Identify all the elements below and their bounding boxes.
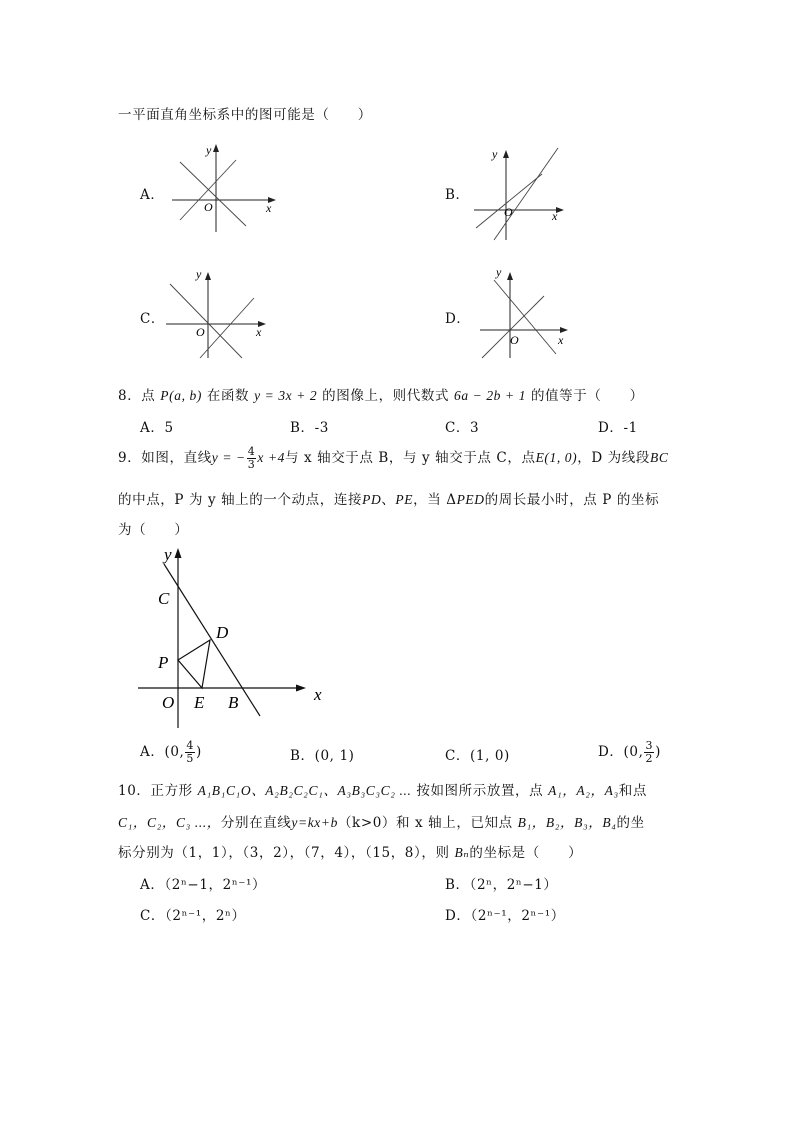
line-2 (476, 174, 542, 228)
q8-function: y = 3x + 2 (254, 388, 318, 403)
q9-line2-suffix: 的周长最小时，点 P 的坐标 (484, 492, 660, 508)
line-1 (494, 148, 558, 240)
y-label: y (496, 265, 502, 279)
q7-option-c-label: C． (140, 311, 166, 327)
q7-option-a-graph (168, 140, 280, 236)
q10-line2 (118, 811, 645, 831)
q8-choice-b: B．-3 (290, 420, 329, 436)
line-1 (494, 280, 556, 354)
q9-bc: BC (649, 450, 669, 465)
q9-figure (130, 540, 340, 735)
q9-frac-den: 3 (247, 458, 256, 471)
q7-option-d-graph (476, 262, 576, 362)
q9-pd: PD (362, 492, 382, 507)
point-p-label: P (158, 653, 169, 672)
y-axis-arrow (507, 272, 513, 280)
q8-expression: 6a − 2b + 1 (453, 388, 527, 403)
origin-label: O (196, 325, 205, 339)
q9-choice-b: B．(0, 1) (290, 748, 355, 764)
q9-choice-a-frac (185, 740, 195, 765)
q10-points-a: A₁，A₂，A₃ (548, 783, 619, 798)
origin-label: O (510, 333, 519, 347)
q10-points-c: C₁，C₂，C₃ ...， (118, 815, 221, 830)
q10-line1-end: 和点 (618, 783, 647, 799)
q9-eq-lhs: y = − (211, 450, 246, 465)
q9-choice-a-num: 4 (186, 739, 195, 752)
q9-choice-a-prefix: A．(0, (140, 744, 185, 760)
q9-choice-d-num: 3 (645, 739, 654, 752)
q10-line1-prefix: 10．正方形 (118, 783, 198, 799)
line-1 (170, 284, 242, 358)
y-label: y (206, 143, 212, 157)
q7-stem: 一平面直角坐标系中的图可能是（ ） (118, 107, 372, 123)
q9-eq-rhs: x +4 (257, 450, 286, 465)
y-axis-arrow (175, 548, 182, 558)
y-axis-arrow (213, 144, 219, 152)
x-axis-arrow (296, 685, 306, 692)
q8-mid: 在函数 (201, 388, 255, 404)
q9-line1-end: ，D 为线段 (577, 450, 650, 466)
q8-mid2: 的图像上，则代数式 (317, 388, 454, 404)
q10-line3-prefix: 标分别为（1，1），（3，2），（7，4），（15，8），则 (118, 845, 455, 861)
q10-points-b: B₁，B₂，B₃，B₄ (517, 815, 617, 830)
q10-choice-a: A．（2ⁿ−1，2ⁿ⁻¹） (140, 877, 267, 893)
q8-choice-d: D．-1 (598, 420, 638, 436)
q9-choice-a-suffix: ) (196, 744, 202, 760)
q7-option-c-graph (162, 264, 274, 364)
origin-label: O (504, 205, 513, 219)
q10-line-eq: y=kx+b (291, 815, 338, 830)
q7-option-a-label: A． (140, 187, 165, 203)
q9-choice-c: C．(1, 0) (445, 748, 510, 764)
x-label: x (314, 685, 322, 704)
q10-line2-mid: 分别在直线 (220, 815, 292, 831)
q9-line2 (118, 488, 659, 508)
q9-pe: PE (395, 492, 414, 507)
x-label: x (552, 209, 558, 223)
q8-prefix: 8．点 (118, 388, 161, 404)
q10-line1-suffix: 按如图所示放置，点 (411, 783, 549, 799)
x-label: x (256, 325, 262, 339)
line-2 (482, 296, 544, 358)
q9-frac-num: 4 (247, 445, 256, 458)
q8-choice-c: C．3 (445, 420, 480, 436)
q8-suffix: 的值等于（ ） (526, 388, 644, 404)
y-label: y (196, 267, 202, 281)
origin-label: O (162, 693, 175, 712)
y-label: y (492, 147, 498, 161)
q10-squares: A₁B₁C₁O、A₂B₂C₂C₁、A₃B₃C₃C₂ ... (197, 783, 412, 798)
point-e-label: E (194, 693, 205, 712)
q8-point: P(a, b) (160, 388, 202, 403)
q10-line3 (118, 841, 582, 861)
q9-line2-prefix: 的中点，P 为 y 轴上的一个动点，连接 (118, 492, 363, 508)
x-label: x (266, 201, 272, 215)
q8-stem (118, 384, 644, 404)
q10-line2-mid2: 和 x 轴上，已知点 (396, 815, 518, 831)
q10-cond: （k>0） (337, 815, 397, 831)
q9-choice-a-den: 5 (186, 752, 195, 765)
q7-option-b-graph (470, 144, 570, 244)
q10-choice-c: C．（2ⁿ⁻¹，2ⁿ） (140, 908, 246, 924)
y-axis-arrow (503, 150, 509, 158)
q10-bn: Bₙ (454, 845, 470, 860)
q9-point-e: E(1, 0) (535, 450, 578, 465)
q8-choice-a: A．5 (140, 420, 174, 436)
q9-choice-d-den: 2 (645, 752, 654, 765)
q7-option-b-label: B． (445, 187, 470, 203)
line-1 (180, 162, 246, 226)
q9-sep: 、 (381, 492, 396, 508)
q9-ped: PED (456, 492, 485, 507)
q9-fraction (247, 446, 257, 471)
q10-choice-d: D．（2ⁿ⁻¹，2ⁿ⁻¹） (445, 908, 565, 924)
q10-line3-suffix: 的坐标是（ ） (469, 845, 583, 861)
q10-line1 (118, 779, 647, 799)
q9-choice-a (140, 740, 202, 765)
q9-line1 (118, 446, 668, 471)
q10-choice-b: B．（2ⁿ，2ⁿ−1） (445, 877, 558, 893)
q9-choice-d (598, 740, 661, 765)
point-d-label: D (216, 623, 229, 642)
triangle-ped (178, 640, 210, 688)
point-c-label: C (158, 589, 170, 608)
point-b-label: B (228, 693, 239, 712)
q9-choice-d-suffix: ) (655, 744, 661, 760)
x-label: x (558, 333, 564, 347)
q9-line1-prefix: 9．如图，直线 (118, 450, 212, 466)
q9-line1-suffix: 与 x 轴交于点 B，与 y 轴交于点 C，点 (285, 450, 536, 466)
q9-choice-d-prefix: D．(0, (598, 744, 644, 760)
q10-line2-end: 的坐 (616, 815, 645, 831)
q9-line2-mid: ，当 Δ (413, 492, 457, 508)
origin-label: O (204, 200, 213, 214)
q7-option-d-label: D． (445, 311, 471, 327)
y-axis-arrow (205, 272, 211, 280)
q9-choice-d-frac (644, 740, 654, 765)
y-label: y (164, 545, 172, 564)
q9-line3: 为（ ） (118, 522, 189, 538)
